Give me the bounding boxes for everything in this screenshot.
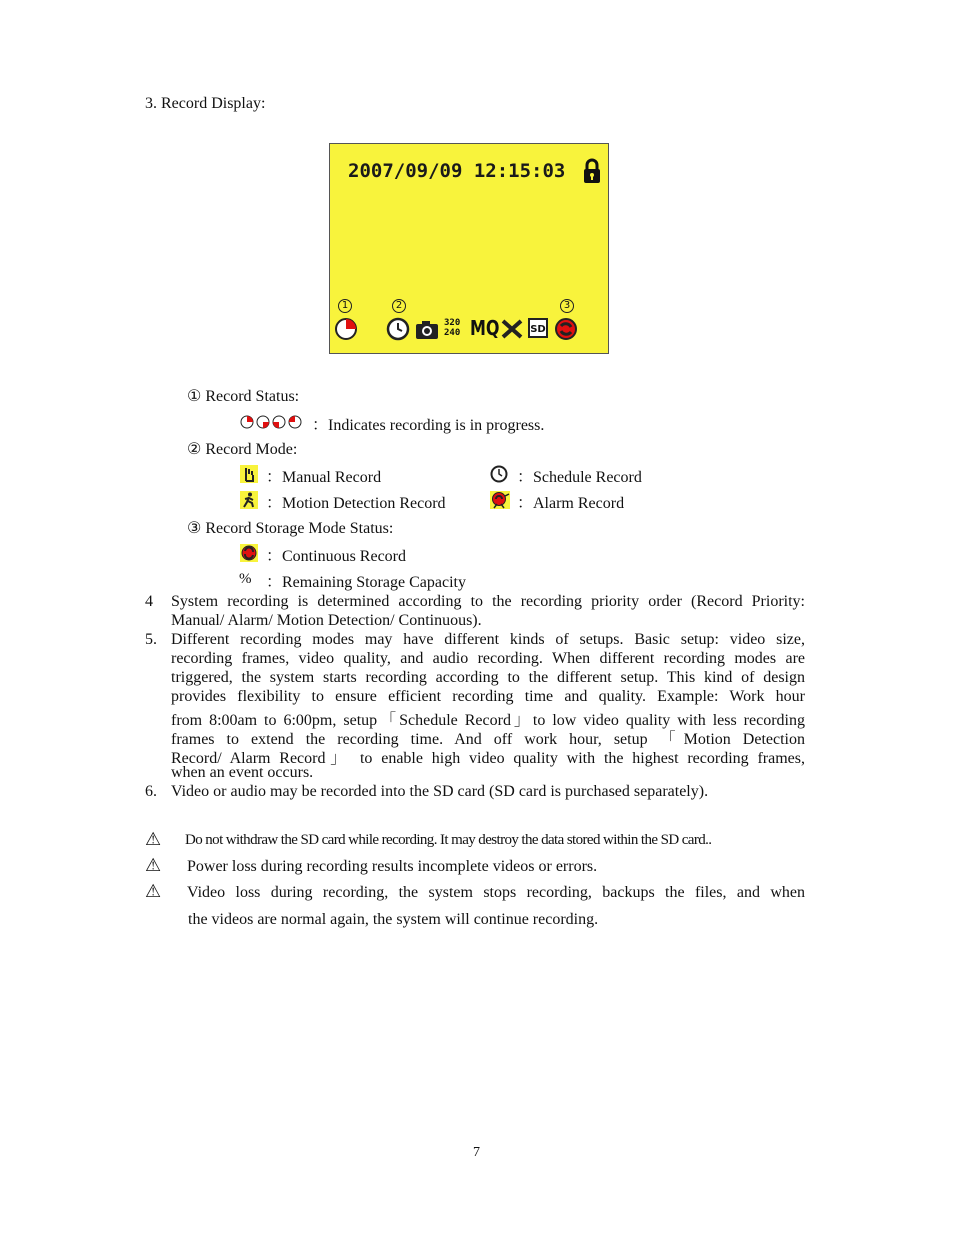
resolution-width: 320 <box>444 318 461 328</box>
motion-detection-label: ：Motion Detection Record <box>266 495 446 512</box>
record-mode-heading: ② Record Mode: <box>187 441 298 458</box>
marker-2: 2 <box>392 299 406 313</box>
continuous-record-legend-icon <box>240 544 258 562</box>
warning-1-text: Do not withdraw the SD card while recording. It may destroy the data stored within the SD card.. <box>185 832 712 848</box>
alarm-record-icon <box>490 491 510 509</box>
warning-3-line2: the videos are normal again, the system will continue recording. <box>188 911 599 928</box>
record-display-screen <box>329 143 609 354</box>
record-status-heading: ① Record Status: <box>187 388 300 405</box>
item4-line1: System recording is determined according to the recording priority order (Record Priority: <box>171 593 805 610</box>
camera-icon <box>415 320 439 340</box>
warning-icon: ⚠ <box>145 881 162 902</box>
audio-off-icon <box>500 318 524 340</box>
item5-line: recording frames, video quality, and audio recording. When different recording modes are <box>171 650 805 667</box>
recording-progress-icons <box>240 415 306 429</box>
item6-number: 6. <box>145 783 157 800</box>
resolution-indicator <box>444 318 460 338</box>
item5-line: from 8:00am to 6:00pm, setup「Schedule Record」to low video quality with less recording <box>171 712 805 729</box>
manual-record-icon <box>240 465 258 483</box>
continuous-record-label: ：Continuous Record <box>266 548 406 565</box>
record-status-desc: ：Indicates recording is in progress. <box>312 417 545 434</box>
warning-3-line1: Video loss during recording, the system stops recording, backups the files, and when <box>187 884 805 901</box>
alarm-record-label: ：Alarm Record <box>517 495 625 512</box>
record-status-pie-icon <box>334 317 358 341</box>
screen-datetime: 2007/09/09 12:15:03 <box>348 160 566 182</box>
motion-detection-icon <box>240 491 258 509</box>
section-title: 3. Record Display: <box>145 95 266 112</box>
sd-card-icon: SD <box>528 318 548 338</box>
remaining-capacity-label: ：Remaining Storage Capacity <box>266 574 466 591</box>
continuous-record-icon <box>554 317 578 341</box>
schedule-record-icon <box>490 465 508 483</box>
item6-text: Video or audio may be recorded into the SD card (SD card is purchased separately). <box>171 783 709 800</box>
marker-1: 1 <box>338 299 352 313</box>
item5-line: triggered, the system starts recording according to the different setup. This kind of design <box>171 669 805 686</box>
item4-line2: Manual/ Alarm/ Motion Detection/ Continuous). <box>171 612 482 629</box>
quality-indicator: MQ <box>470 316 500 340</box>
page-number: 7 <box>473 1145 480 1160</box>
manual-record-label: ：Manual Record <box>266 469 382 486</box>
storage-heading: ③ Record Storage Mode Status: <box>187 520 394 537</box>
item5-line: frames to extend the recording time. And off work hour, setup 「Motion Detection <box>171 731 806 748</box>
resolution-height: 240 <box>444 328 461 338</box>
item5-line: Record/ Alarm Record」 to enable high video quality with the highest recording frames, <box>171 750 805 767</box>
warning-icon: ⚠ <box>145 855 162 876</box>
item5-number: 5. <box>145 631 157 648</box>
percent-symbol: % <box>239 571 252 587</box>
schedule-clock-icon <box>386 317 410 341</box>
schedule-record-label: ：Schedule Record <box>517 469 642 486</box>
marker-3: 3 <box>560 299 574 313</box>
warning-2-text: Power loss during recording results incomplete videos or errors. <box>187 858 598 875</box>
item5-line: provides flexibility to ensure efficient recording time and quality. Example: Work hour <box>171 688 805 705</box>
item4-number: 4 <box>145 593 153 610</box>
item5-line: when an event occurs. <box>171 764 314 781</box>
item5-line: Different recording modes may have different kinds of setups. Basic setup: video size, <box>171 631 805 648</box>
warning-icon: ⚠ <box>145 829 162 850</box>
lock-icon <box>582 158 602 184</box>
